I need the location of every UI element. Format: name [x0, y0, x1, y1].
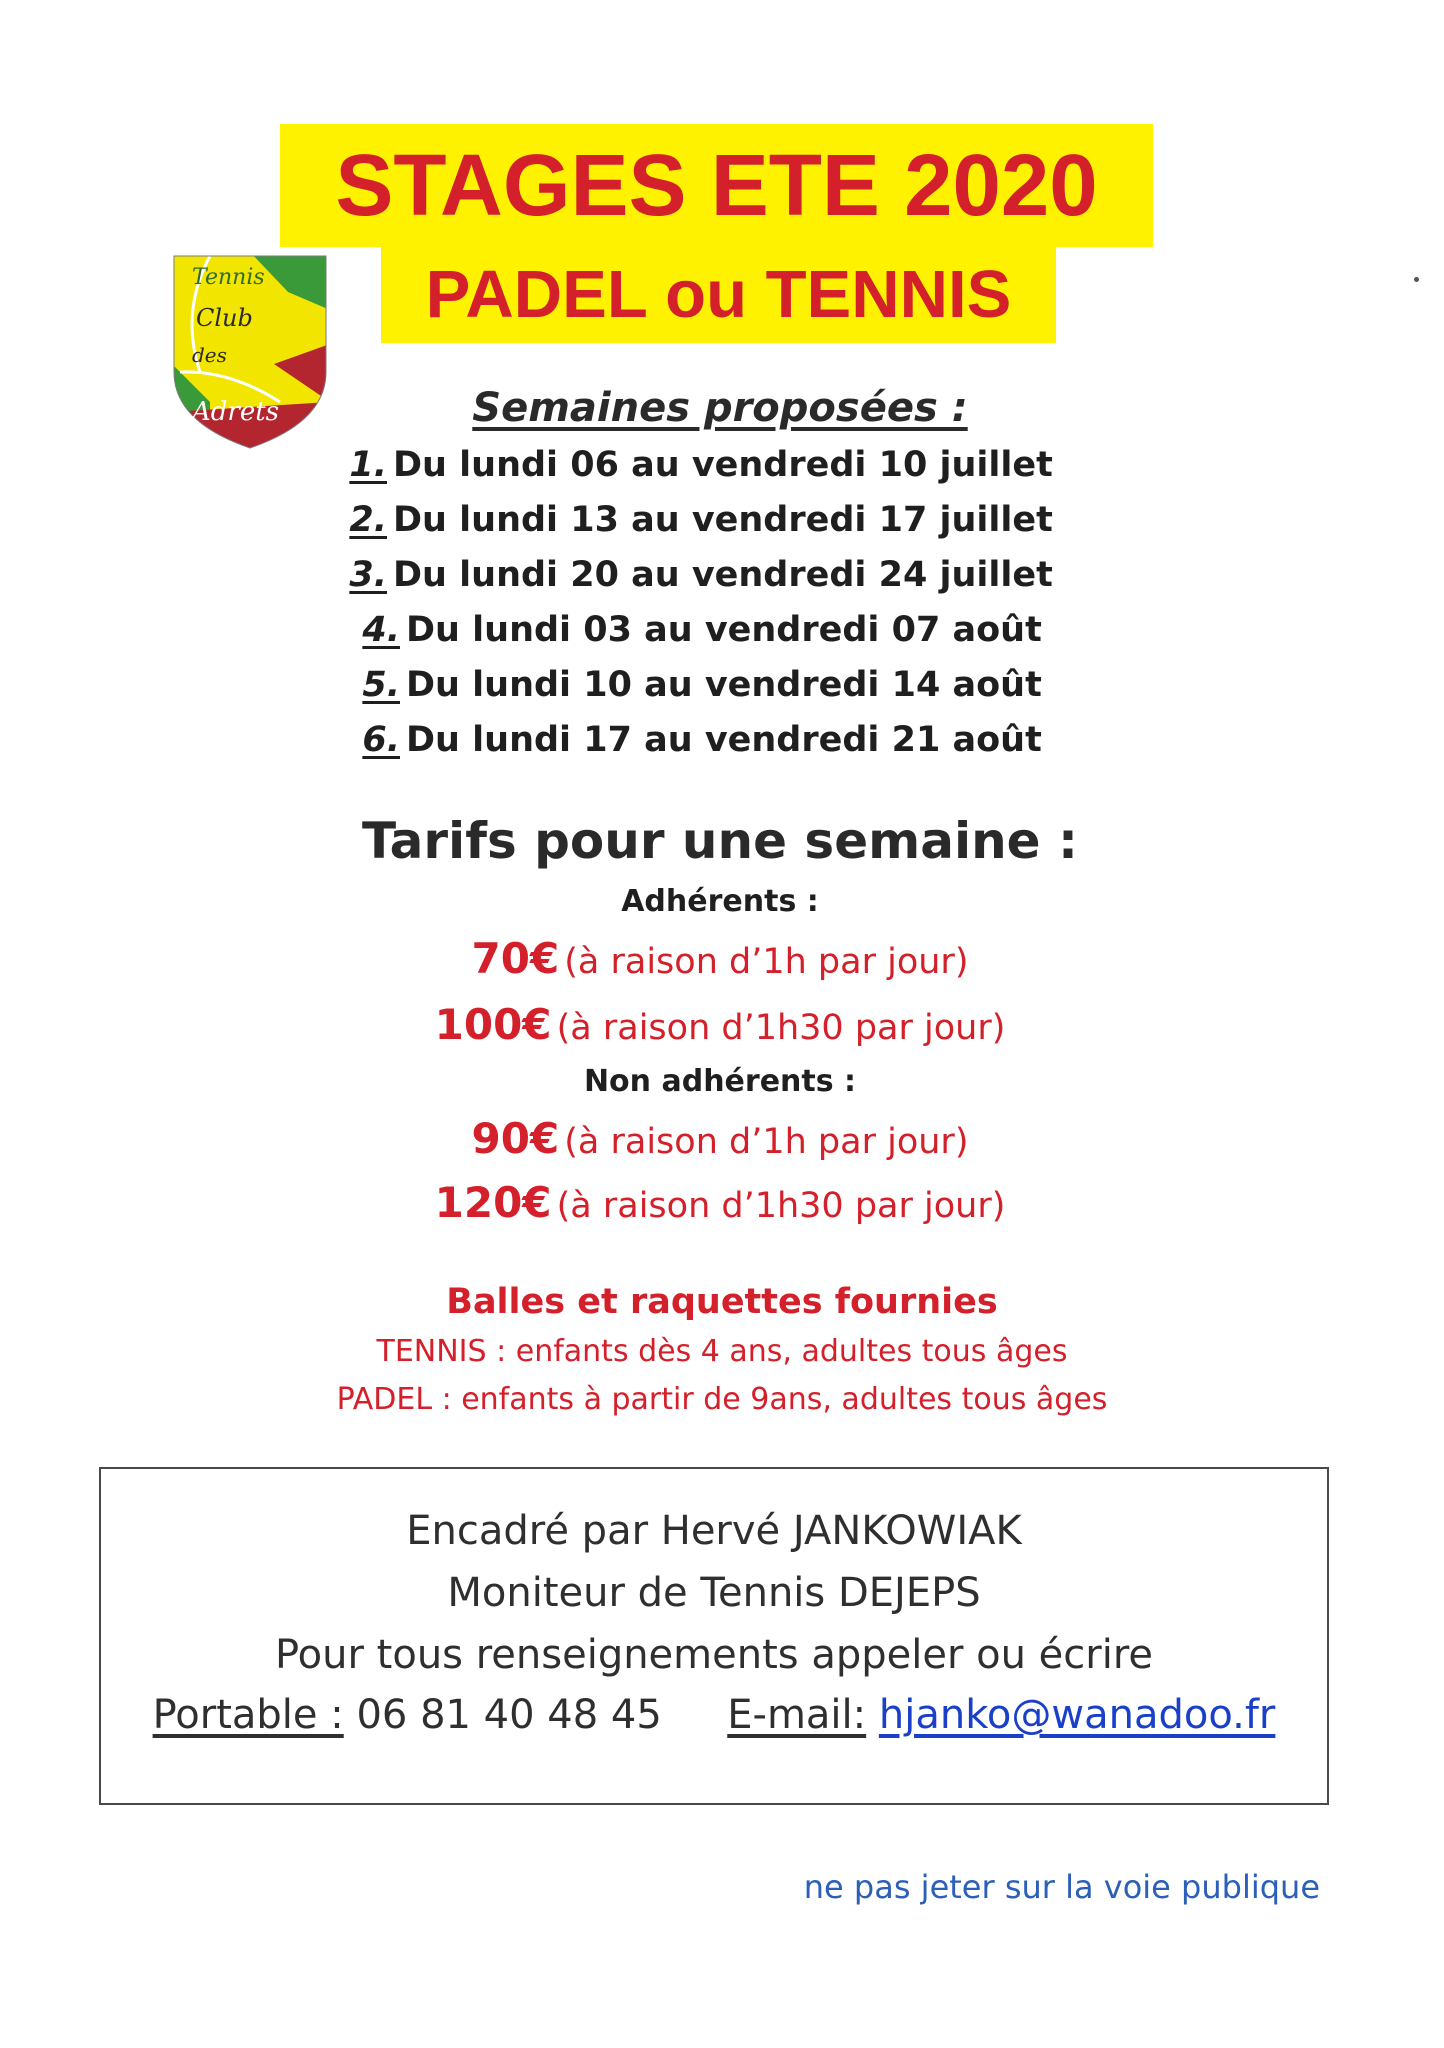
price-amount: 120€ [434, 1178, 552, 1227]
main-title: STAGES ETE 2020 [335, 137, 1098, 234]
non-members-label: Non adhérents : [583, 1064, 857, 1099]
price-desc: (à raison d’1h30 par jour) [556, 1008, 1006, 1048]
contact-intro: Pour tous renseignements appeler ou écrire [274, 1632, 1153, 1678]
week-item-4 [348, 610, 1042, 650]
phone-number[interactable]: 06 81 40 48 45 [356, 1692, 662, 1738]
week-item-2 [335, 500, 1053, 540]
week-item-3 [335, 555, 1053, 595]
logo-text-des: des [192, 343, 227, 367]
price-amount: 90€ [471, 1114, 560, 1163]
tennis-ages: TENNIS : enfants dès 4 ans, adultes tous âges [376, 1334, 1068, 1369]
coach-title: Moniteur de Tennis DEJEPS [447, 1570, 981, 1616]
week-number: 6. [362, 720, 400, 760]
non-member-price-1 [300, 1114, 1140, 1163]
weeks-heading: Semaines proposées : [472, 385, 968, 431]
week-text: Du lundi 13 au vendredi 17 juillet [393, 500, 1053, 540]
week-number: 4. [362, 610, 400, 650]
club-logo [170, 252, 330, 452]
padel-ages: PADEL : enfants à partir de 9ans, adultes tous âges [336, 1382, 1108, 1417]
week-item-5 [348, 665, 1042, 705]
week-number: 3. [349, 555, 387, 595]
week-number: 5. [362, 665, 400, 705]
week-number: 1. [349, 445, 387, 485]
week-text: Du lundi 03 au vendredi 07 août [406, 610, 1042, 650]
member-price-1 [300, 934, 1140, 983]
coach-name: Encadré par Hervé JANKOWIAK [406, 1508, 1022, 1554]
week-text: Du lundi 06 au vendredi 10 juillet [393, 445, 1053, 485]
members-label: Adhérents : [621, 884, 819, 919]
week-text: Du lundi 10 au vendredi 14 août [406, 665, 1042, 705]
tarifs-heading: Tarifs pour une semaine : [362, 812, 1078, 870]
week-item-1 [335, 445, 1053, 485]
equipment-note: Balles et raquettes fournies [446, 1282, 998, 1322]
footer-notice: ne pas jeter sur la voie publique [803, 1868, 1320, 1906]
scan-speck [1414, 277, 1419, 282]
contact-details [99, 1692, 1329, 1738]
non-member-price-2 [300, 1178, 1140, 1227]
price-desc: (à raison d’1h par jour) [564, 942, 969, 982]
week-text: Du lundi 20 au vendredi 24 juillet [393, 555, 1053, 595]
logo-text-tennis: Tennis [192, 265, 265, 290]
email-label: E-mail: [727, 1692, 867, 1738]
email-link[interactable]: hjanko@wanadoo.fr [878, 1692, 1276, 1738]
phone-label: Portable : [152, 1692, 344, 1738]
price-desc: (à raison d’1h30 par jour) [556, 1186, 1006, 1226]
logo-text-club: Club [196, 304, 253, 332]
subtitle: PADEL ou TENNIS [425, 257, 1012, 332]
week-item-6 [348, 720, 1042, 760]
price-desc: (à raison d’1h par jour) [564, 1122, 969, 1162]
member-price-2 [300, 1000, 1140, 1049]
logo-text-adrets: Adrets [192, 397, 280, 427]
week-number: 2. [349, 500, 387, 540]
week-text: Du lundi 17 au vendredi 21 août [406, 720, 1042, 760]
price-amount: 70€ [471, 934, 560, 983]
price-amount: 100€ [434, 1000, 552, 1049]
